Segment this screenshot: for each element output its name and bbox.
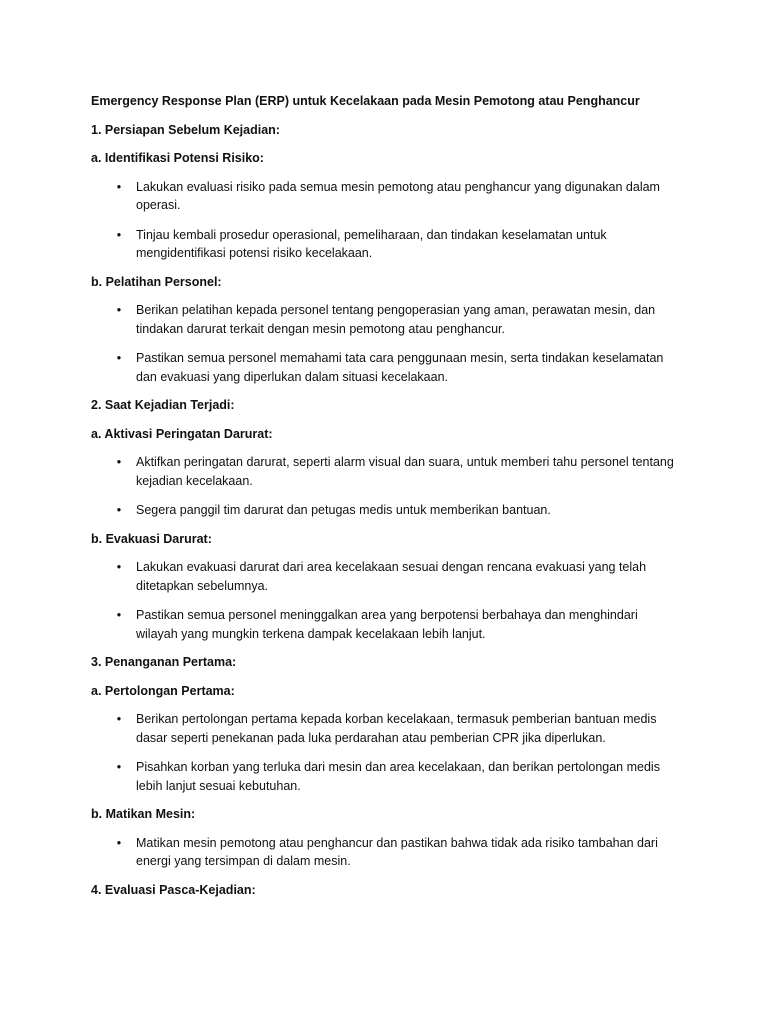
bullet-icon: •: [116, 303, 122, 317]
bullet-item: [91, 501, 681, 520]
bullet-text: Pastikan semua personel memahami tata cara penggunaan mesin, serta tindakan keselamatan dan evakuasi yang diperlukan dalam situasi kecelakaan.: [136, 351, 664, 384]
bullet-icon: •: [116, 455, 122, 469]
section-heading: 1. Persiapan Sebelum Kejadian:: [91, 122, 280, 137]
subsection-heading: a. Pertolongan Pertama:: [91, 683, 235, 698]
bullet-text: Pastikan semua personel meninggalkan area yang berpotensi berbahaya dan menghindari wilayah yang mungkin terkena dampak kecelakaan lebih lanjut.: [136, 608, 638, 641]
bullet-icon: •: [116, 351, 122, 365]
bullet-text: Pisahkan korban yang terluka dari mesin dan area kecelakaan, dan berikan pertolongan medis lebih lanjut sesuai kebutuhan.: [136, 760, 660, 793]
document-content: [91, 92, 681, 909]
bullet-list: [91, 301, 681, 386]
bullet-text: Tinjau kembali prosedur operasional, pemeliharaan, dan tindakan keselamatan untuk mengidentifikasi potensi risiko kecelakaan.: [136, 227, 607, 260]
bullet-list: [91, 710, 681, 795]
bullet-item: [91, 301, 681, 338]
bullet-text: Segera panggil tim darurat dan petugas medis untuk memberikan bantuan.: [136, 503, 551, 517]
bullet-item: [91, 178, 681, 215]
bullet-list: [91, 558, 681, 643]
bullet-list: [91, 834, 681, 871]
bullet-item: [91, 710, 681, 747]
bullet-item: [91, 558, 681, 595]
bullet-item: [91, 453, 681, 490]
bullet-item: [91, 606, 681, 643]
bullet-text: Lakukan evaluasi risiko pada semua mesin pemotong atau penghancur yang digunakan dalam operasi.: [136, 179, 660, 212]
bullet-icon: •: [116, 503, 122, 517]
bullet-text: Matikan mesin pemotong atau penghancur dan pastikan bahwa tidak ada risiko tambahan dari energi yang tersimpan di dalam mesin.: [136, 835, 658, 868]
bullet-list: [91, 178, 681, 263]
bullet-item: [91, 758, 681, 795]
subsection-heading: b. Matikan Mesin:: [91, 807, 196, 821]
bullet-icon: •: [116, 560, 122, 574]
subsection-heading: a. Identifikasi Potensi Risiko:: [91, 151, 264, 165]
bullet-list: [91, 453, 681, 520]
bullet-text: Aktifkan peringatan darurat, seperti alarm visual dan suara, untuk memberi tahu personel tentang kejadian kecelakaan.: [136, 455, 674, 488]
bullet-icon: •: [116, 760, 122, 774]
bullet-text: Berikan pelatihan kepada personel tentang pengoperasian yang aman, perawatan mesin, dan tindakan darurat terkait dengan mesin pemotong atau penghancur.: [136, 303, 656, 336]
document-title: Emergency Response Plan (ERP) untuk Kecelakaan pada Mesin Pemotong atau Penghancur: [91, 94, 640, 108]
bullet-item: [91, 349, 681, 386]
bullet-text: Lakukan evakuasi darurat dari area kecelakaan sesuai dengan rencana evakuasi yang telah ditetapkan sebelumnya.: [136, 560, 647, 593]
subsection-heading: b. Pelatihan Personel:: [91, 274, 222, 289]
bullet-item: [91, 226, 681, 263]
bullet-icon: •: [116, 835, 122, 850]
section-heading: 4. Evaluasi Pasca-Kejadian:: [91, 882, 256, 897]
bullet-item: [91, 834, 681, 871]
bullet-icon: •: [116, 179, 122, 194]
section-heading: 3. Penanganan Pertama:: [91, 655, 237, 669]
subsection-heading: b. Evakuasi Darurat:: [91, 531, 212, 546]
bullet-icon: •: [116, 227, 122, 242]
bullet-icon: •: [116, 608, 122, 622]
bullet-text: Berikan pertolongan pertama kepada korban kecelakaan, termasuk pemberian bantuan medis dasar seperti penekanan pada luka perdarahan atau pemberian CPR jika diperlukan.: [136, 712, 657, 745]
bullet-icon: •: [116, 712, 122, 726]
subsection-heading: a. Aktivasi Peringatan Darurat:: [91, 426, 273, 441]
section-heading: 2. Saat Kejadian Terjadi:: [91, 398, 235, 412]
